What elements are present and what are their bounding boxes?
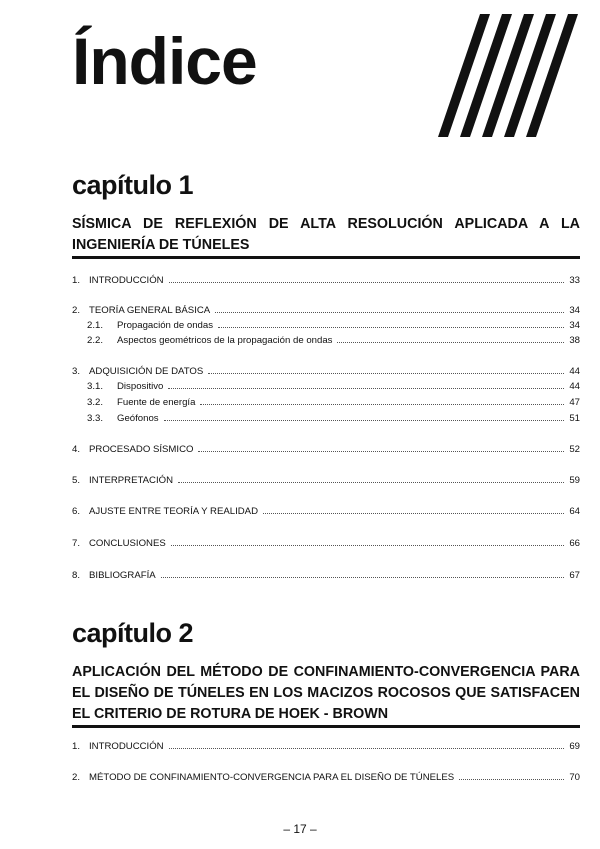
toc-title: INTRODUCCIÓN xyxy=(89,275,164,286)
toc-page: 69 xyxy=(569,741,580,752)
toc-number: 5. xyxy=(72,475,81,486)
toc-title: Geófonos xyxy=(117,413,159,424)
toc-entry[interactable] xyxy=(72,305,580,317)
toc-page: 38 xyxy=(569,335,580,346)
chapter-rule xyxy=(72,256,580,259)
toc-number: 3.3. xyxy=(87,413,104,424)
toc-subentry[interactable] xyxy=(87,413,580,425)
toc-entry[interactable] xyxy=(72,772,580,784)
page-title: Índice xyxy=(72,24,257,98)
toc-page: 44 xyxy=(569,366,580,377)
toc-number: 3.2. xyxy=(87,397,104,408)
chapter-title-line: APLICACIÓN DEL MÉTODO DE CONFINAMIENTO-CONVERGENCIA PARA xyxy=(72,664,580,680)
toc-leader xyxy=(208,372,564,374)
toc-number: 2.1. xyxy=(87,320,104,331)
toc-number: 4. xyxy=(72,444,81,455)
chapter-title-line: INGENIERÍA DE TÚNELES xyxy=(72,237,250,253)
toc-entry[interactable] xyxy=(72,570,580,582)
toc-number: 8. xyxy=(72,570,81,581)
toc-entry[interactable] xyxy=(72,275,580,287)
toc-page: 59 xyxy=(569,475,580,486)
toc-subentry[interactable] xyxy=(87,320,580,332)
chapter-heading: capítulo 1 xyxy=(72,170,194,200)
toc-page: 64 xyxy=(569,506,580,517)
toc-title: INTERPRETACIÓN xyxy=(89,475,174,486)
toc-page: 47 xyxy=(569,397,580,408)
toc-title: Propagación de ondas xyxy=(117,320,214,331)
toc-page: 52 xyxy=(569,444,580,455)
toc-entry[interactable] xyxy=(72,741,580,753)
toc-leader xyxy=(459,778,564,780)
toc-leader xyxy=(169,281,565,283)
toc-page: 70 xyxy=(569,772,580,783)
toc-title: MÉTODO DE CONFINAMIENTO-CONVERGENCIA PARA EL DISEÑO DE TÚNELES xyxy=(89,772,455,783)
toc-leader xyxy=(218,326,564,328)
toc-leader xyxy=(263,512,564,514)
chapter-heading: capítulo 2 xyxy=(72,618,194,648)
toc-leader xyxy=(198,450,564,452)
chapter-rule xyxy=(72,725,580,728)
chapter-title xyxy=(72,214,580,256)
toc-leader xyxy=(161,576,565,578)
toc-title: Fuente de energía xyxy=(117,397,196,408)
toc-number: 3.1. xyxy=(87,381,104,392)
toc-number: 2.2. xyxy=(87,335,104,346)
page-number: – 17 – xyxy=(283,822,317,836)
toc-entry[interactable] xyxy=(72,444,580,456)
diagonal-stripes-decoration xyxy=(430,12,580,137)
toc-entry[interactable] xyxy=(72,506,580,518)
toc-page: 67 xyxy=(569,570,580,581)
toc-leader xyxy=(178,481,564,483)
toc-leader xyxy=(171,544,565,546)
toc-entry[interactable] xyxy=(72,366,580,378)
chapter-title xyxy=(72,662,580,725)
toc-page: 51 xyxy=(569,413,580,424)
toc-entry[interactable] xyxy=(72,538,580,550)
toc-leader xyxy=(337,341,564,343)
toc-number: 2. xyxy=(72,772,81,783)
toc-title: INTRODUCCIÓN xyxy=(89,741,164,752)
toc-page: 44 xyxy=(569,381,580,392)
toc-title: Aspectos geométricos de la propagación de ondas xyxy=(117,335,333,346)
chapter-title-line: EL CRITERIO DE ROTURA DE HOEK - BROWN xyxy=(72,706,389,722)
toc-leader xyxy=(168,387,564,389)
toc-page: 33 xyxy=(569,275,580,286)
toc-number: 1. xyxy=(72,275,81,286)
toc-page: 66 xyxy=(569,538,580,549)
toc-number: 2. xyxy=(72,305,81,316)
toc-subentry[interactable] xyxy=(87,397,580,409)
toc-leader xyxy=(200,403,564,405)
toc-title: PROCESADO SÍSMICO xyxy=(89,444,194,455)
toc-number: 6. xyxy=(72,506,81,517)
chapter-title-line: SÍSMICA DE REFLEXIÓN DE ALTA RESOLUCIÓN APLICADA A LA xyxy=(72,216,580,232)
toc-number: 3. xyxy=(72,366,81,377)
toc-page: 34 xyxy=(569,320,580,331)
toc-title: TEORÍA GENERAL BÁSICA xyxy=(89,305,211,316)
toc-title: AJUSTE ENTRE TEORÍA Y REALIDAD xyxy=(89,506,259,517)
toc-leader xyxy=(215,311,564,313)
toc-leader xyxy=(164,419,565,421)
toc-leader xyxy=(169,747,565,749)
toc-subentry[interactable] xyxy=(87,335,580,347)
toc-entry[interactable] xyxy=(72,475,580,487)
toc-title: ADQUISICIÓN DE DATOS xyxy=(89,366,204,377)
toc-number: 1. xyxy=(72,741,81,752)
toc-title: Dispositivo xyxy=(117,381,164,392)
toc-subentry[interactable] xyxy=(87,381,580,393)
toc-title: CONCLUSIONES xyxy=(89,538,166,549)
chapter-title-line: EL DISEÑO DE TÚNELES EN LOS MACIZOS ROCOSOS QUE SATISFACEN xyxy=(72,685,580,701)
toc-title: BIBLIOGRAFÍA xyxy=(89,570,156,581)
toc-page: 34 xyxy=(569,305,580,316)
toc-number: 7. xyxy=(72,538,81,549)
